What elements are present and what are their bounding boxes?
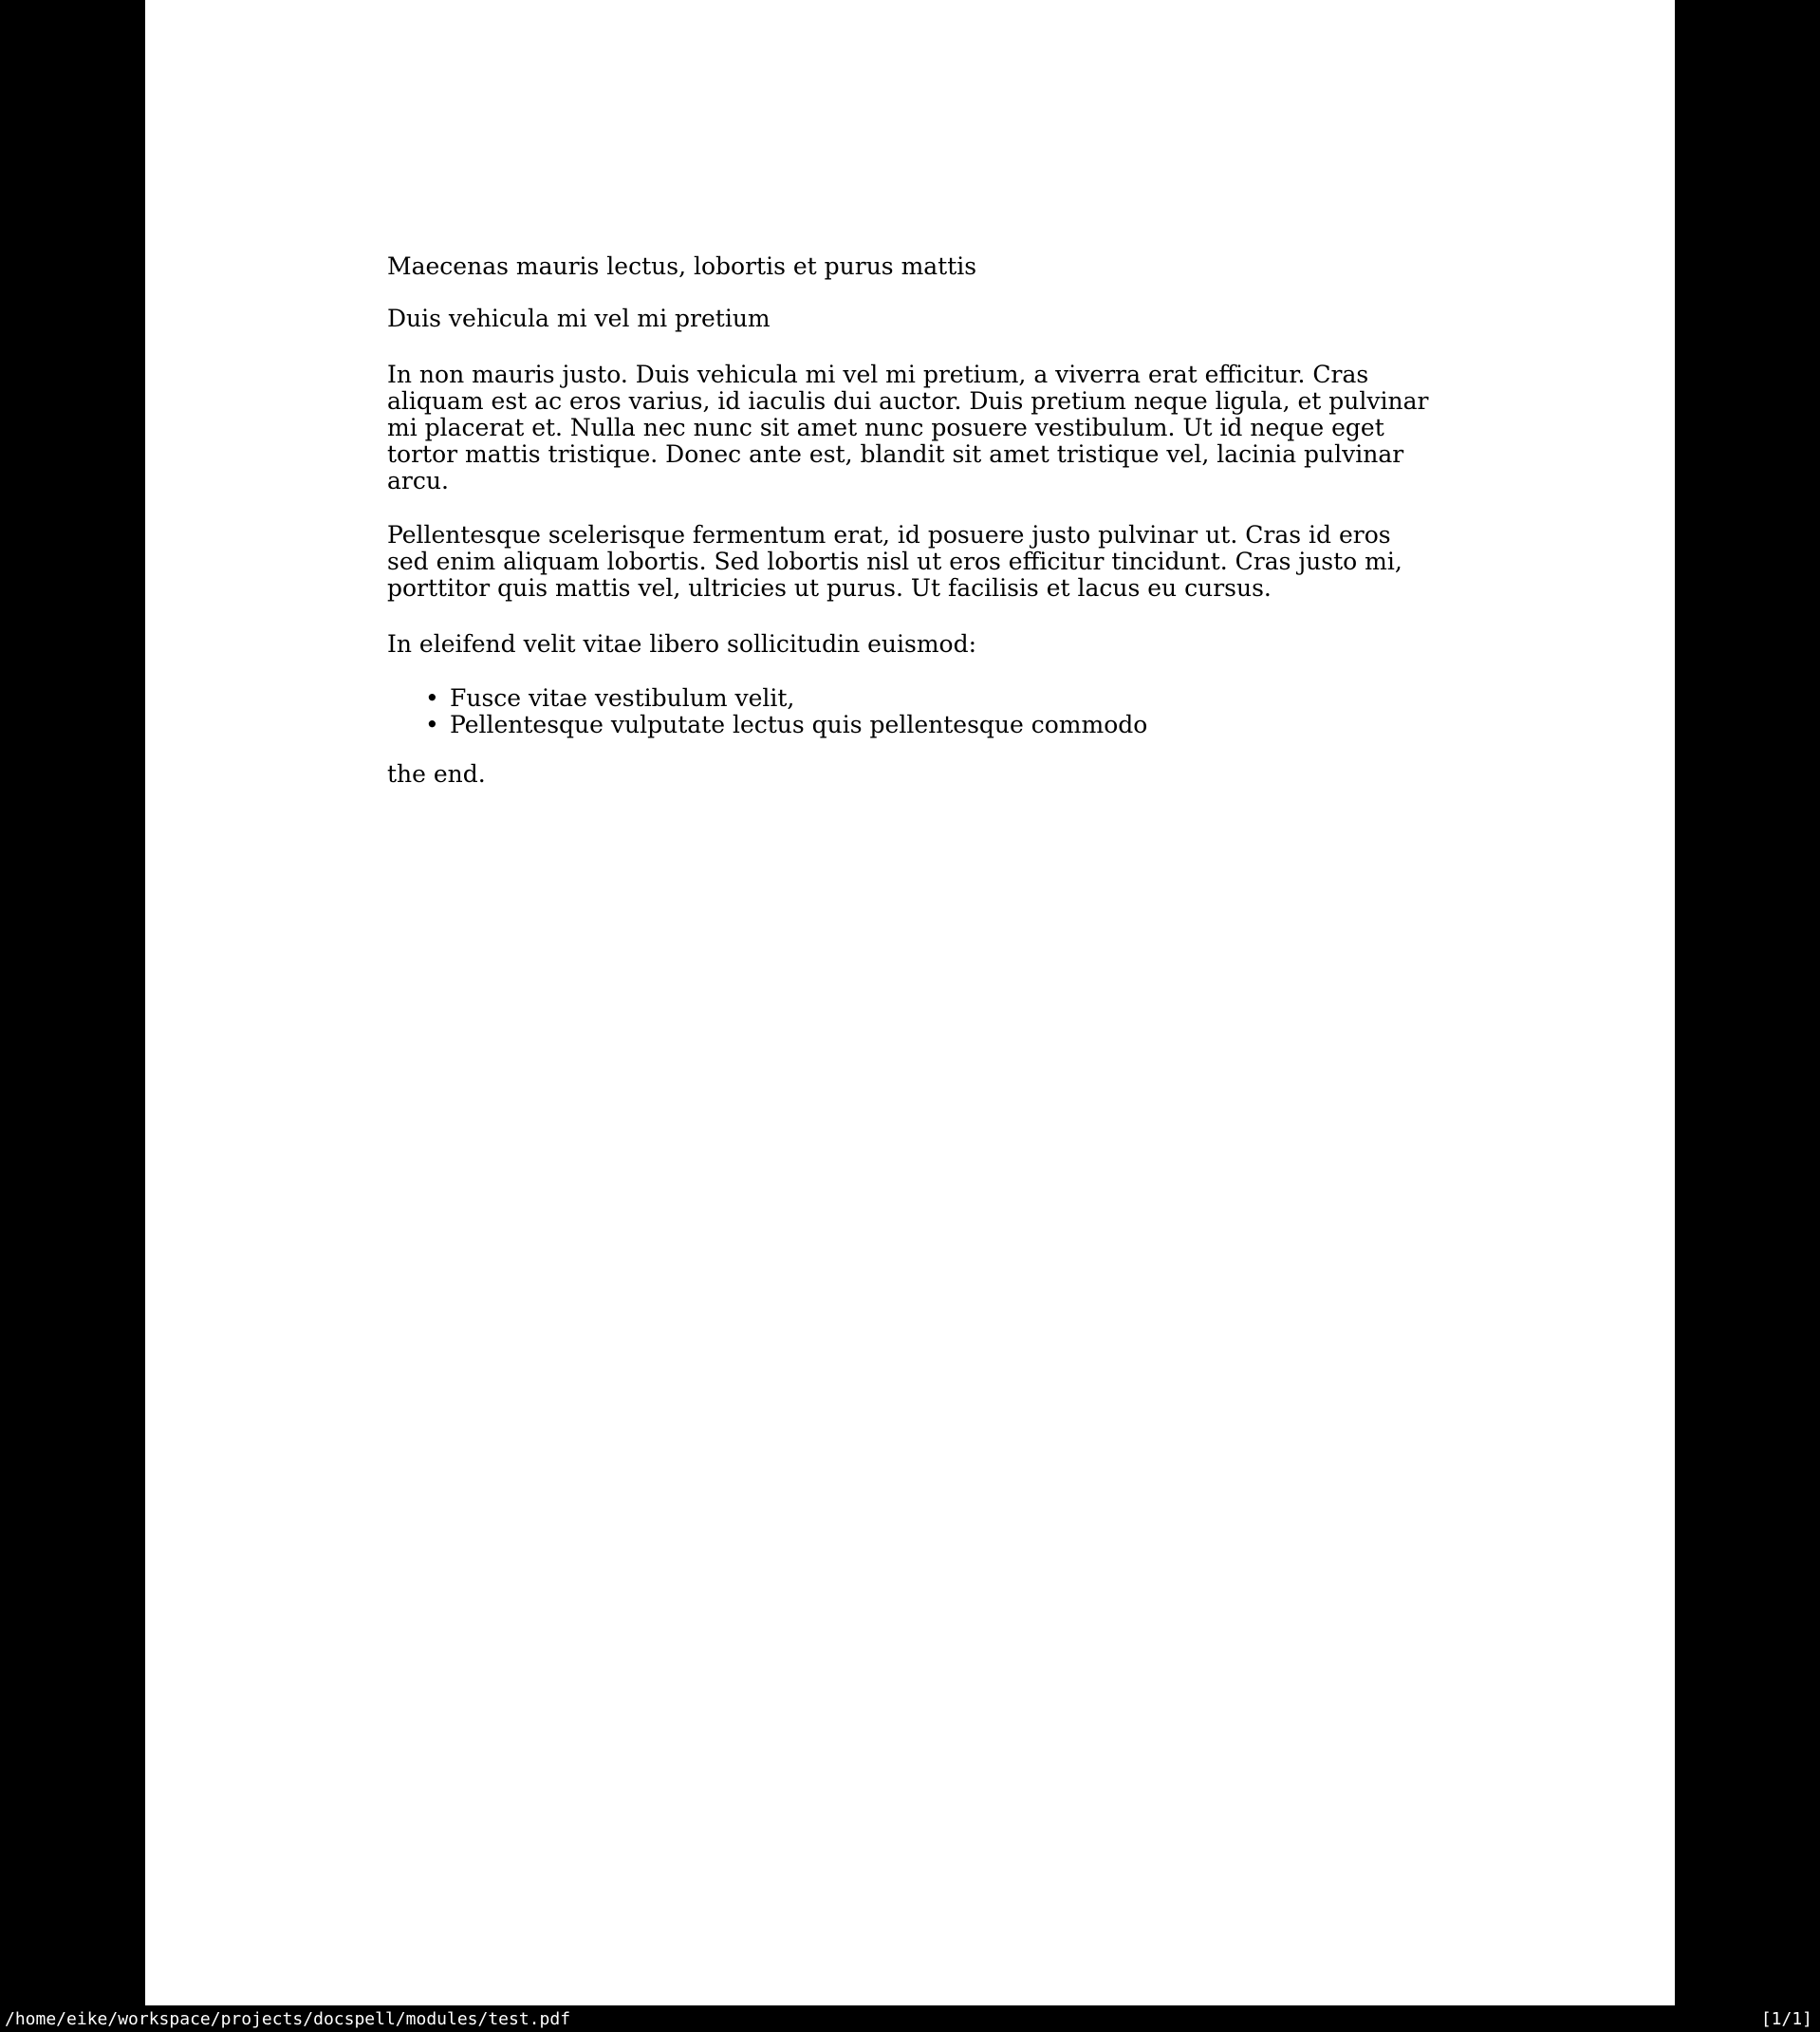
paragraph-2: Pellentesque scelerisque fermentum erat, id posuere justo pulvinar ut. Cras id eros sed enim aliquam lobortis. Sed lobortis nisl ut eros efficitur tincidunt. Cras justo mi, porttitor quis mattis vel, ultricies ut purus. Ut facilisis et lacus eu cursus. [387, 521, 1402, 602]
status-file-path: /home/eike/workspace/projects/docspell/modules/test.pdf [5, 2008, 571, 2029]
list-item-text: Fusce vitae vestibulum velit, [450, 684, 795, 712]
document-view[interactable] [145, 0, 1675, 2005]
list-item [387, 685, 1433, 712]
paragraph-1: In non mauris justo. Duis vehicula mi vel mi pretium, a viverra erat efficitur. Cras aliquam est ac eros varius, id iaculis dui auctor. Duis pretium neque ligula, et pulvinar mi placerat et. Nulla nec nunc sit amet nunc posuere vestibulum. Ut id neque eget tortor mattis tristique. Donec ante est, blandit sit amet tristique vel, lacinia pulvinar arcu. [387, 361, 1429, 494]
intro-line-2: Duis vehicula mi vel mi pretium [387, 305, 771, 332]
bullet-list [387, 685, 1433, 738]
list-item [387, 712, 1433, 738]
bullet-icon: • [425, 684, 439, 712]
page-text-content [387, 0, 1433, 815]
bullet-icon: • [425, 711, 439, 738]
status-page-indicator: [1/1] [1760, 2008, 1812, 2029]
closing-line: the end. [387, 760, 486, 788]
status-bar [0, 2005, 1820, 2032]
paragraph-3: In eleifend velit vitae libero sollicitudin euismod: [387, 630, 977, 658]
intro-line-1: Maecenas mauris lectus, lobortis et purus mattis [387, 252, 977, 280]
list-item-text: Pellentesque vulputate lectus quis pellentesque commodo [450, 711, 1148, 738]
